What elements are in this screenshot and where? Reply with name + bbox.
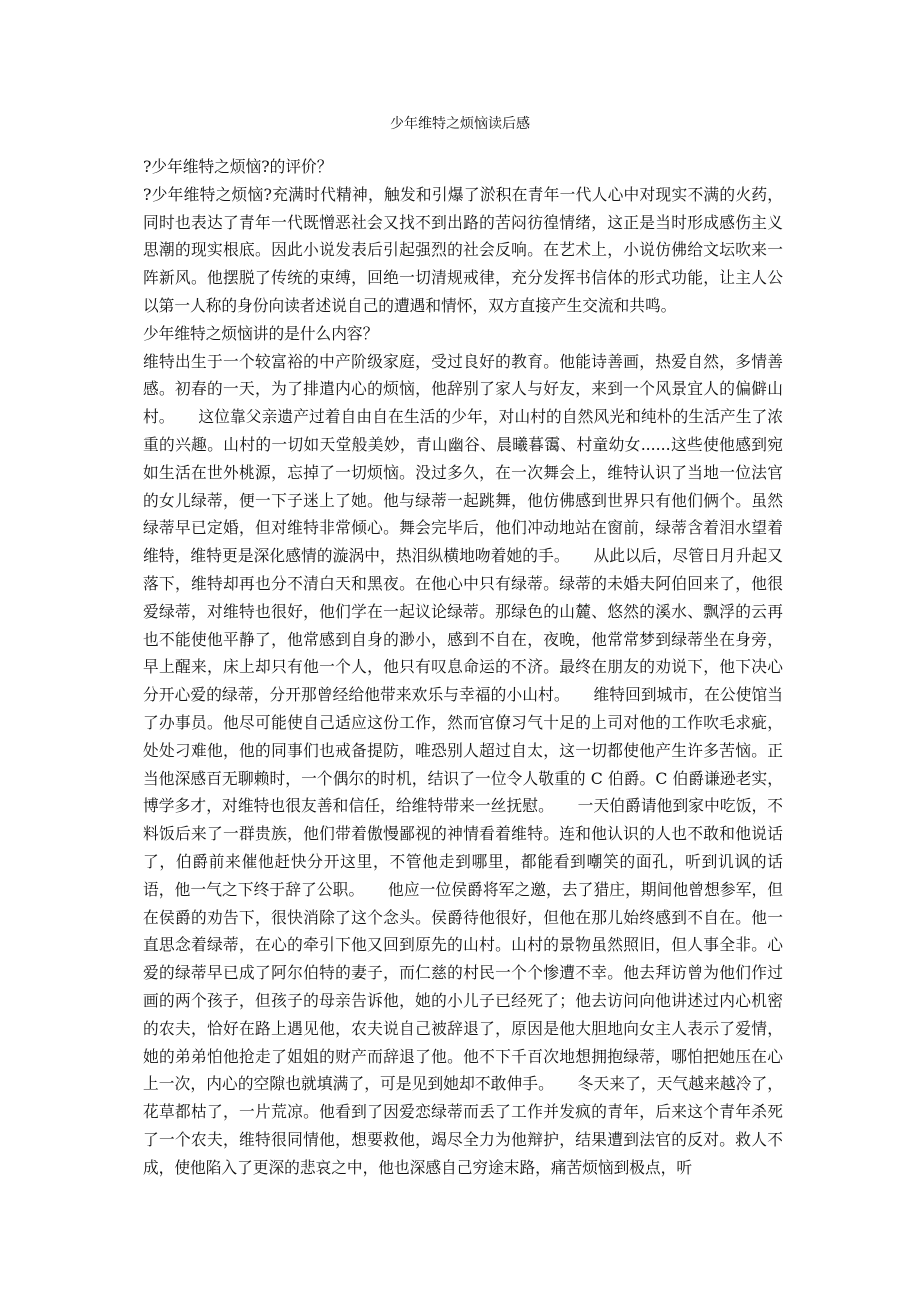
paragraph-content-heading: 少年维特之烦恼讲的是什么内容？ [143, 323, 379, 343]
paragraph-review-heading: ?少年维特之烦恼?的评价？ [143, 157, 333, 176]
paragraph-review-text: ?少年维特之烦恼?充满时代精神，触发和引爆了淤积在青年一代人心中对现实不满的火药，同时也表达了青年一代既憎恶社会又找不到出路的苦闷彷徨情绪，这正是当时形成感伤主义思潮的现实根底。因此小说发表后引起强烈的社会反响。在艺术上，小说仿佛给文坛吹来一阵新风。他摆脱了传统的束缚，回绝一切清规戒律，充分发挥书信体的形式功能，让主人公以第一人称的身份向读者述说自己的遭遇和情怀，双方直接产生交流和共鸣。 [143, 184, 783, 315]
document-body [143, 153, 783, 1181]
paragraph-content-text: 维特出生于一个较富裕的中产阶级家庭，受过良好的教育。他能诗善画，热爱自然，多情善感。初春的一天，为了排遣内心的烦恼，他辞别了家人与好友，来到一个风景宜人的偏僻山村。 这位靠父亲遗产过着自由自在生活的少年，对山村的自然风光和纯朴的生活产生了浓重的兴趣。山村的一切如天堂般美妙，青山幽谷、晨曦暮霭、村童幼女......这些使他感到宛如生活在世外桃源，忘掉了一切烦恼。没过多久，在一次舞会上，维特认识了当地一位法官的女儿绿蒂，便一下子迷上了她。他与绿蒂一起跳舞，他仿佛感到世界只有他们俩个。虽然绿蒂早已定婚，但对维特非常倾心。舞会完毕后，他们冲动地站在窗前，绿蒂含着泪水望着维特，维特更是深化感情的漩涡中，热泪纵横地吻着她的手。 从此以后，尽管日月升起又落下，维特却再也分不清白天和黑夜。在他心中只有绿蒂。绿蒂的未婚夫阿伯回来了，他很爱绿蒂，对维特也很好，他们学在一起议论绿蒂。那绿色的山麓、悠然的溪水、飘浮的云再也不能使他平静了，他常感到自身的渺小，感到不自在，夜晚，他常常梦到绿蒂坐在身旁，早上醒来，床上却只有他一个人，他只有叹息命运的不济。最终在朋友的劝说下，他下决心分开心爱的绿蒂，分开那曾经给他带来欢乐与幸福的小山村。 维特回到城市，在公使馆当了办事员。他尽可能使自己适应这份工作，然而官僚习气十足的上司对他的工作吹毛求疵，处处刁难他，他的同事们也戒备提防，唯恐别人超过自太，这一切都使他产生许多苦恼。正当他深感百无聊赖时，一个偶尔的时机，结识了一位令人敬重的 C 伯爵。C 伯爵谦逊老实，博学多才，对维特也很友善和信任，给维特带来一丝抚慰。 一天伯爵请他到家中吃饭，不料饭后来了一群贵族，他们带着傲慢鄙视的神情看着维特。连和他认识的人也不敢和他说话了，伯爵前来催他赶快分开这里，不管他走到哪里，都能看到嘲笑的面孔，听到讥讽的话语，他一气之下终于辞了公职。 他应一位侯爵将军之邀，去了猎庄，期间他曾想参军，但在侯爵的劝告下，很快消除了这个念头。侯爵待他很好，但他在那儿始终感到不自在。他一直思念着绿蒂，在心的牵引下他又回到原先的山村。山村的景物虽然照旧，但人事全非。心爱的绿蒂早已成了阿尔伯特的妻子，而仁慈的村民一个个惨遭不幸。他去拜访曾为他们作过画的两个孩子，但孩子的母亲告诉他，她的小儿子已经死了；他去访问向他讲述过内心机密的农夫，恰好在路上遇见他，农夫说自己被辞退了，原因是他大胆地向女主人表示了爱情，她的弟弟怕他抢走了姐姐的财产而辞退了他。他不下千百次地想拥抱绿蒂，哪怕把她压在心上一次，内心的空隙也就填满了，可是见到她却不敢伸手。 冬天来了，天气越来越冷了，花草都枯了，一片荒凉。他看到了因爱恋绿蒂而丢了工作并发疯的青年，后来这个青年杀死了一个农夫，维特很同情他，想要救他，竭尽全力为他辩护，结果遭到法官的反对。救人不成，使他陷入了更深的悲哀之中，他也深感自己穷途末路，痛苦烦恼到极点，听 [143, 351, 783, 1177]
document-title: 少年维特之烦恼读后感 [390, 116, 530, 132]
